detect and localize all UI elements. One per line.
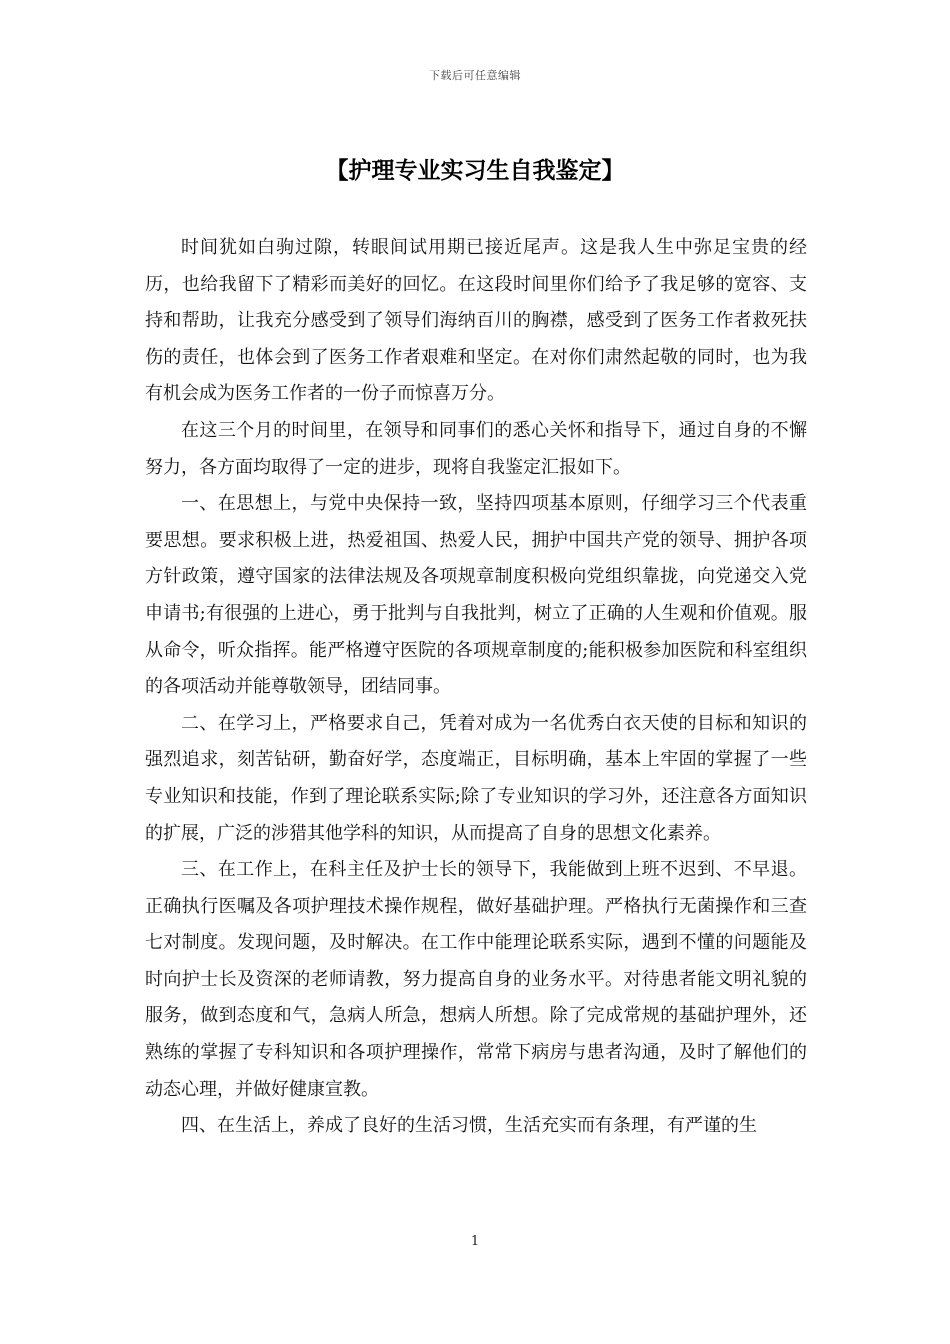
- paragraph-work: 三、在工作上，在科主任及护士长的领导下，我能做到上班不迟到、不早退。正确执行医嘱及各项护理技术操作规程，做好基础护理。严格执行无菌操作和三查七对制度。发现问题，及时解决。在工作中能理论联系实际，遇到不懂的问题能及时向护士长及资深的老师请教，努力提高自身的业务水平。对待患者能文明礼貌的服务，做到态度和气，急病人所急，想病人所想。除了完成常规的基础护理外，还熟练的掌握了专科知识和各项护理操作，常常下病房与患者沟通，及时了解他们的动态心理，并做好健康宣教。: [145, 859, 807, 1100]
- header-note: 下载后可任意编辑: [429, 69, 521, 82]
- paragraph-ideology: 一、在思想上，与党中央保持一致，坚持四项基本原则，仔细学习三个代表重要思想。要求积极上进，热爱祖国、热爱人民，拥护中国共产党的领导、拥护各项方针政策，遵守国家的法律法规及各项规章制度积极向党组织靠拢，向党递交入党申请书;有很强的上进心，勇于批判与自我批判，树立了正确的人生观和价值观。服从命令，听众指挥。能严格遵守医院的各项规章制度的;能积极参加医院和科室组织的各项活动并能尊敬领导，团结同事。: [145, 493, 807, 698]
- paragraph-summary: 在这三个月的时间里，在领导和同事们的悉心关怀和指导下，通过自身的不懈努力，各方面均取得了一定的进步，现将自我鉴定汇报如下。: [145, 419, 807, 478]
- document-title: 【护理专业实习生自我鉴定】: [325, 157, 625, 184]
- paragraph-study: 二、在学习上，严格要求自己，凭着对成为一名优秀白衣天使的目标和知识的强烈追求，刻苦钻研，勤奋好学，态度端正，目标明确，基本上牢固的掌握了一些专业知识和技能，作到了理论联系实际;除了专业知识的学习外，还注意各方面知识的扩展，广泛的涉猎其他学科的知识，从而提高了自身的思想文化素养。: [145, 712, 807, 844]
- paragraph-life: 四、在生活上，养成了良好的生活习惯，生活充实而有条理，有严谨的生: [181, 1115, 757, 1137]
- document-body: [145, 230, 807, 1145]
- paragraph-intro: 时间犹如白驹过隙，转眼间试用期已接近尾声。这是我人生中弥足宝贵的经历，也给我留下了精彩而美好的回忆。在这段时间里你们给予了我足够的宽容、支持和帮助，让我充分感受到了领导们海纳百川的胸襟，感受到了医务工作者救死扶伤的责任，也体会到了医务工作者艰难和坚定。在对你们肃然起敬的同时，也为我有机会成为医务工作者的一份子而惊喜万分。: [145, 237, 807, 405]
- page-number: 1: [470, 1234, 480, 1249]
